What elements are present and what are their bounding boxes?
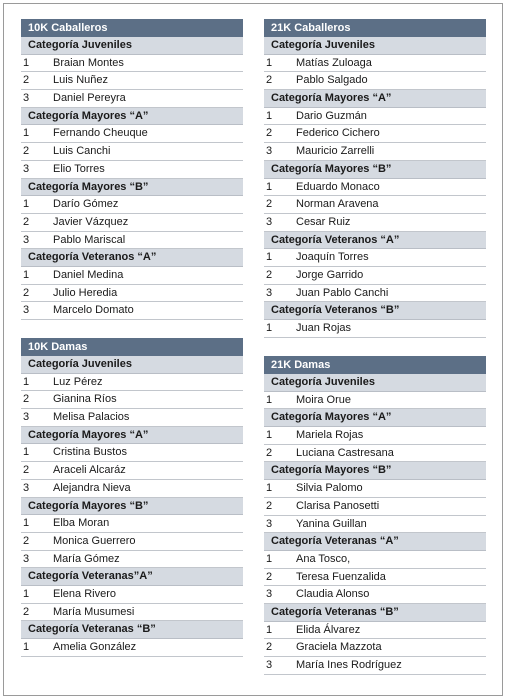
category-header: Categoría Mayores “A” bbox=[21, 427, 243, 445]
runner-name: Javier Vázquez bbox=[53, 215, 129, 228]
table-row bbox=[264, 125, 486, 143]
table-row bbox=[264, 320, 486, 338]
position: 2 bbox=[23, 145, 30, 158]
table-row bbox=[21, 232, 243, 250]
table-row bbox=[21, 55, 243, 73]
position: 2 bbox=[23, 215, 30, 228]
table-row bbox=[21, 462, 243, 480]
runner-name: Darío Gómez bbox=[53, 198, 119, 211]
section-title: 21K Damas bbox=[264, 356, 486, 374]
table-row bbox=[264, 267, 486, 285]
table-row bbox=[21, 480, 243, 498]
table-row bbox=[264, 569, 486, 587]
position: 3 bbox=[266, 145, 273, 158]
runner-name: Joaquín Torres bbox=[296, 251, 369, 264]
position: 1 bbox=[266, 552, 273, 565]
results-block-10k-men bbox=[21, 19, 243, 320]
runner-name: Federico Cichero bbox=[296, 127, 380, 140]
position: 2 bbox=[23, 393, 30, 406]
position: 1 bbox=[266, 482, 273, 495]
category-header: Categoría Juveniles bbox=[264, 37, 486, 55]
category-header: Categoría Juveniles bbox=[21, 37, 243, 55]
section-title: 10K Caballeros bbox=[21, 19, 243, 37]
runner-name: Elio Torres bbox=[53, 162, 105, 175]
table-row bbox=[264, 551, 486, 569]
position: 1 bbox=[266, 322, 273, 334]
runner-name: Gianina Ríos bbox=[53, 393, 117, 406]
table-row bbox=[264, 427, 486, 445]
table-row bbox=[264, 72, 486, 90]
category-header: Categoría Mayores “A” bbox=[21, 108, 243, 126]
position: 2 bbox=[266, 268, 273, 281]
position: 3 bbox=[266, 588, 273, 601]
runner-name: María Ines Rodríguez bbox=[296, 659, 402, 671]
runner-name: Braian Montes bbox=[53, 56, 124, 69]
runner-name: Amelia González bbox=[53, 641, 137, 653]
category-header: Categoría Veteranos “B” bbox=[264, 302, 486, 320]
table-row bbox=[21, 391, 243, 409]
position: 3 bbox=[23, 411, 30, 424]
position: 3 bbox=[266, 659, 273, 671]
runner-name: Luis Canchi bbox=[53, 145, 111, 158]
runner-name: Jorge Garrido bbox=[296, 268, 364, 281]
category-header: Categoría Juveniles bbox=[21, 356, 243, 374]
table-row bbox=[264, 498, 486, 516]
runner-name: Juan Pablo Canchi bbox=[296, 286, 389, 299]
section-title: 21K Caballeros bbox=[264, 19, 486, 37]
position: 3 bbox=[23, 552, 30, 565]
position: 1 bbox=[23, 641, 30, 653]
table-row bbox=[21, 161, 243, 179]
table-row bbox=[21, 409, 243, 427]
position: 1 bbox=[23, 375, 30, 388]
table-row bbox=[264, 285, 486, 303]
category-header: Categoría Veteranas “A” bbox=[264, 533, 486, 551]
category-header: Categoría Mayores “B” bbox=[264, 462, 486, 480]
runner-name: Marcelo Domato bbox=[53, 304, 134, 317]
runner-name: Graciela Mazzota bbox=[296, 641, 382, 654]
runner-name: Yanina Guillan bbox=[296, 517, 367, 530]
runner-name: Eduardo Monaco bbox=[296, 180, 380, 193]
table-row bbox=[264, 55, 486, 73]
runner-name: Julio Heredia bbox=[53, 286, 118, 299]
position: 2 bbox=[23, 605, 30, 618]
position: 2 bbox=[23, 534, 30, 547]
runner-name: Clarisa Panosetti bbox=[296, 499, 380, 512]
runner-name: María Gómez bbox=[53, 552, 120, 565]
runner-name: Silvia Palomo bbox=[296, 482, 363, 495]
table-row bbox=[21, 639, 243, 657]
runner-name: Norman Aravena bbox=[296, 198, 379, 211]
runner-name: Alejandra Nieva bbox=[53, 481, 131, 494]
table-row bbox=[21, 586, 243, 604]
position: 1 bbox=[23, 127, 30, 140]
runner-name: Cesar Ruiz bbox=[296, 215, 351, 228]
category-header: Categoría Juveniles bbox=[264, 374, 486, 392]
runner-name: Elida Álvarez bbox=[296, 623, 361, 636]
category-header: Categoría Veteranas “B” bbox=[264, 604, 486, 622]
table-row bbox=[264, 622, 486, 640]
results-block-21k-men bbox=[264, 19, 486, 338]
table-row bbox=[21, 196, 243, 214]
table-row bbox=[264, 108, 486, 126]
category-header: Categoría Mayores “A” bbox=[264, 409, 486, 427]
position: 3 bbox=[266, 286, 273, 299]
position: 1 bbox=[23, 56, 30, 69]
position: 1 bbox=[266, 393, 273, 406]
position: 3 bbox=[23, 304, 30, 317]
runner-name: Melisa Palacios bbox=[53, 411, 130, 424]
position: 1 bbox=[23, 268, 30, 281]
position: 1 bbox=[266, 251, 273, 264]
runner-name: Claudia Alonso bbox=[296, 588, 370, 601]
runner-name: Teresa Fuenzalida bbox=[296, 570, 386, 583]
runner-name: Elba Moran bbox=[53, 517, 110, 530]
table-row bbox=[21, 285, 243, 303]
table-row bbox=[21, 444, 243, 462]
category-header: Categoría Mayores “B” bbox=[21, 498, 243, 516]
position: 1 bbox=[23, 517, 30, 530]
runner-name: Luz Pérez bbox=[53, 375, 103, 388]
table-row bbox=[264, 179, 486, 197]
position: 3 bbox=[23, 92, 30, 105]
table-row bbox=[21, 214, 243, 232]
position: 3 bbox=[266, 215, 273, 228]
runner-name: Cristina Bustos bbox=[53, 446, 127, 459]
position: 3 bbox=[266, 517, 273, 530]
runner-name: Fernando Cheuque bbox=[53, 127, 148, 140]
table-row bbox=[264, 214, 486, 232]
position: 2 bbox=[23, 464, 30, 477]
position: 1 bbox=[23, 198, 30, 211]
table-row bbox=[264, 249, 486, 267]
category-header: Categoría Mayores “A” bbox=[264, 90, 486, 108]
position: 1 bbox=[266, 180, 273, 193]
table-row bbox=[264, 445, 486, 463]
runner-name: Juan Rojas bbox=[296, 322, 352, 334]
table-row bbox=[264, 657, 486, 675]
results-block-21k-women bbox=[264, 356, 486, 675]
runner-name: Araceli Alcaráz bbox=[53, 464, 126, 477]
position: 2 bbox=[266, 74, 273, 87]
category-header: Categoría Veteranos “A” bbox=[264, 232, 486, 250]
table-row bbox=[21, 533, 243, 551]
table-row bbox=[264, 196, 486, 214]
runner-name: Ana Tosco, bbox=[296, 552, 351, 565]
position: 1 bbox=[266, 56, 273, 69]
section-title: 10K Damas bbox=[21, 338, 243, 356]
position: 1 bbox=[266, 429, 273, 442]
runner-name: María Musumesi bbox=[53, 605, 135, 618]
table-row bbox=[21, 143, 243, 161]
table-row bbox=[264, 639, 486, 657]
table-row bbox=[264, 143, 486, 161]
position: 2 bbox=[266, 446, 273, 459]
table-row bbox=[21, 267, 243, 285]
position: 1 bbox=[266, 623, 273, 636]
runner-name: Moira Orue bbox=[296, 393, 352, 406]
table-row bbox=[21, 302, 243, 320]
table-row bbox=[21, 125, 243, 143]
table-row bbox=[264, 480, 486, 498]
runner-name: Mariela Rojas bbox=[296, 429, 364, 442]
position: 2 bbox=[266, 499, 273, 512]
runner-name: Mauricio Zarrelli bbox=[296, 145, 375, 158]
position: 3 bbox=[23, 481, 30, 494]
results-block-10k-women bbox=[21, 338, 243, 657]
position: 1 bbox=[23, 446, 30, 459]
position: 2 bbox=[266, 570, 273, 583]
runner-name: Dario Guzmán bbox=[296, 109, 367, 122]
category-header: Categoría Veteranos “A” bbox=[21, 249, 243, 267]
position: 3 bbox=[23, 162, 30, 175]
runner-name: Luciana Castresana bbox=[296, 446, 394, 459]
table-row bbox=[21, 72, 243, 90]
runner-name: Matías Zuloaga bbox=[296, 56, 372, 69]
table-row bbox=[21, 551, 243, 569]
table-row bbox=[264, 516, 486, 534]
runner-name: Pablo Salgado bbox=[296, 74, 368, 87]
table-row bbox=[264, 392, 486, 410]
table-row bbox=[21, 90, 243, 108]
position: 1 bbox=[266, 109, 273, 122]
category-header: Categoría Mayores “B” bbox=[264, 161, 486, 179]
table-row bbox=[264, 586, 486, 604]
position: 2 bbox=[23, 74, 30, 87]
position: 3 bbox=[23, 233, 30, 246]
runner-name: Elena Rivero bbox=[53, 587, 116, 600]
runner-name: Luis Nuñez bbox=[53, 74, 109, 87]
runner-name: Monica Guerrero bbox=[53, 534, 136, 547]
runner-name: Daniel Pereyra bbox=[53, 92, 126, 105]
position: 2 bbox=[23, 286, 30, 299]
position: 2 bbox=[266, 641, 273, 654]
runner-name: Pablo Mariscal bbox=[53, 233, 126, 246]
category-header: Categoría Mayores “B” bbox=[21, 179, 243, 197]
position: 2 bbox=[266, 127, 273, 140]
position: 2 bbox=[266, 198, 273, 211]
runner-name: Daniel Medina bbox=[53, 268, 124, 281]
position: 1 bbox=[23, 587, 30, 600]
table-row bbox=[21, 604, 243, 622]
table-row bbox=[21, 374, 243, 392]
category-header: Categoría Veteranas “B” bbox=[21, 621, 243, 639]
table-row bbox=[21, 515, 243, 533]
category-header: Categoría Veteranas”A” bbox=[21, 568, 243, 586]
